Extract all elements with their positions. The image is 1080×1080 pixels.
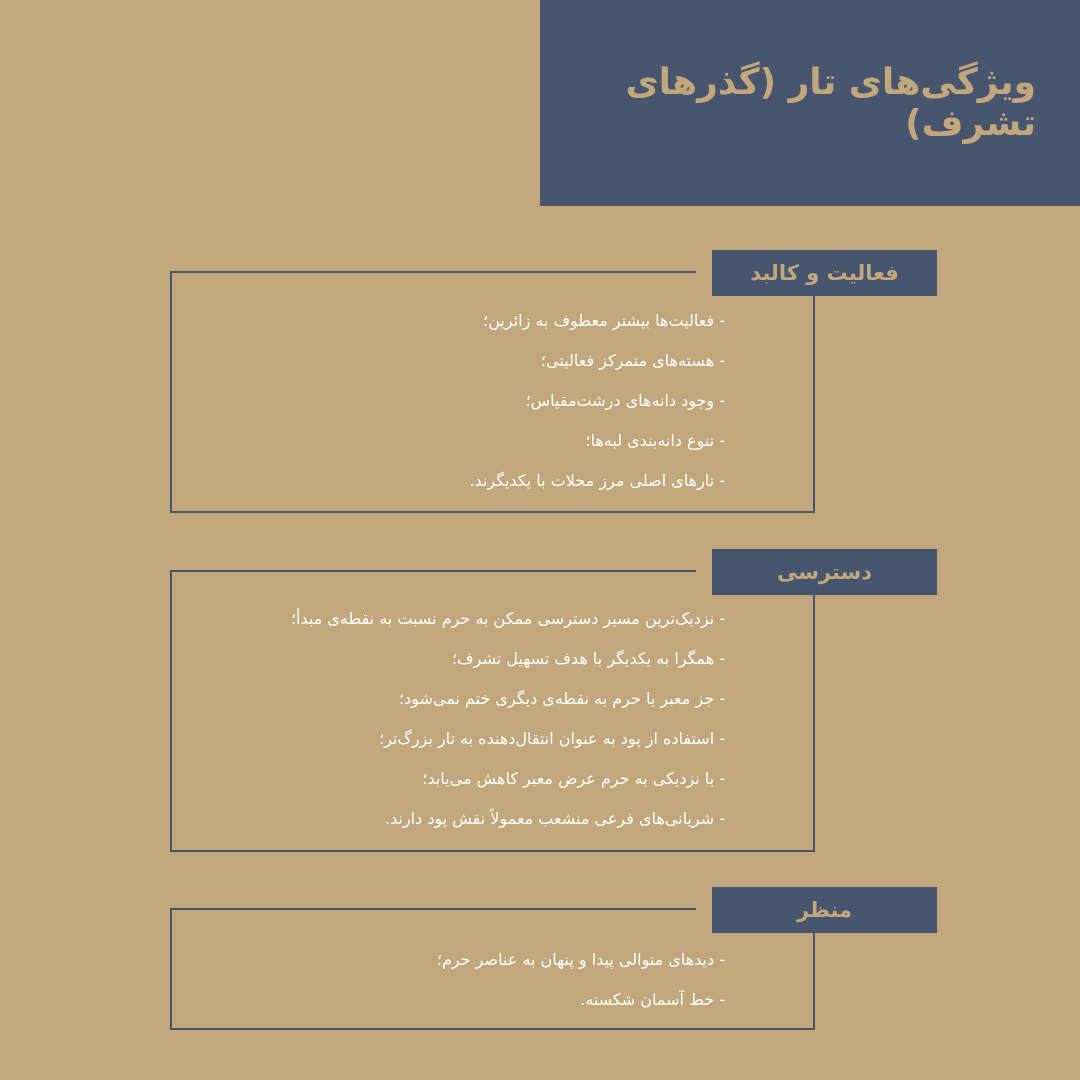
section-landscape xyxy=(170,898,853,1030)
section-list xyxy=(437,940,725,1020)
list-item: - شریانی‌های فرعی منشعب معمولاً نقش پود دارند. xyxy=(385,809,725,828)
section-heading: دسترسی xyxy=(712,549,937,595)
section-heading: منظر xyxy=(712,887,937,933)
list-item: - تارهای اصلی مرز محلات با یکدیگرند. xyxy=(469,471,725,490)
list-item: - هسته‌های متمرکز فعالیتی؛ xyxy=(540,351,725,370)
list-item: - تنوع دانه‌بندی لبه‌ها؛ xyxy=(585,431,725,450)
section-heading: فعالیت و کالبد xyxy=(712,250,937,296)
title-banner xyxy=(540,0,1080,206)
list-item: - جز معبر یا حرم به نقطه‌ی دیگری ختم نمی‌شود؛ xyxy=(398,689,725,708)
list-item: - خط آسمان شکسته. xyxy=(580,990,725,1009)
list-item: - نزدیک‌ترین مسیر دسترسی ممکن به حرم نسبت به نقطه‌ی مبدأ؛ xyxy=(290,609,725,628)
section-header xyxy=(696,250,953,296)
section-list xyxy=(469,301,725,501)
list-item: - همگرا به یکدیگر با هدف تسهیل تشرف؛ xyxy=(451,649,725,668)
list-item: - فعالیت‌ها بیشتر معطوف به زائرین؛ xyxy=(483,311,725,330)
list-item: - وجود دانه‌های درشت‌مقیاس؛ xyxy=(525,391,725,410)
section-access xyxy=(170,560,872,852)
list-item: - دیدهای متوالی پیدا و پنهان به عناصر حرم؛ xyxy=(436,950,725,969)
list-item: - با نزدیکی به حرم عرض معبر کاهش می‌یابد؛ xyxy=(422,769,725,788)
list-item: - استفاده از پود به عنوان انتقال‌دهنده به تار بزرگ‌تر؛ xyxy=(379,729,725,748)
section-list xyxy=(291,599,725,839)
section-header xyxy=(696,549,953,595)
section-activity-body xyxy=(170,261,899,513)
page-title: ویژگی‌های تار (گذرهای تشرف) xyxy=(625,62,1036,144)
section-header xyxy=(696,887,953,933)
